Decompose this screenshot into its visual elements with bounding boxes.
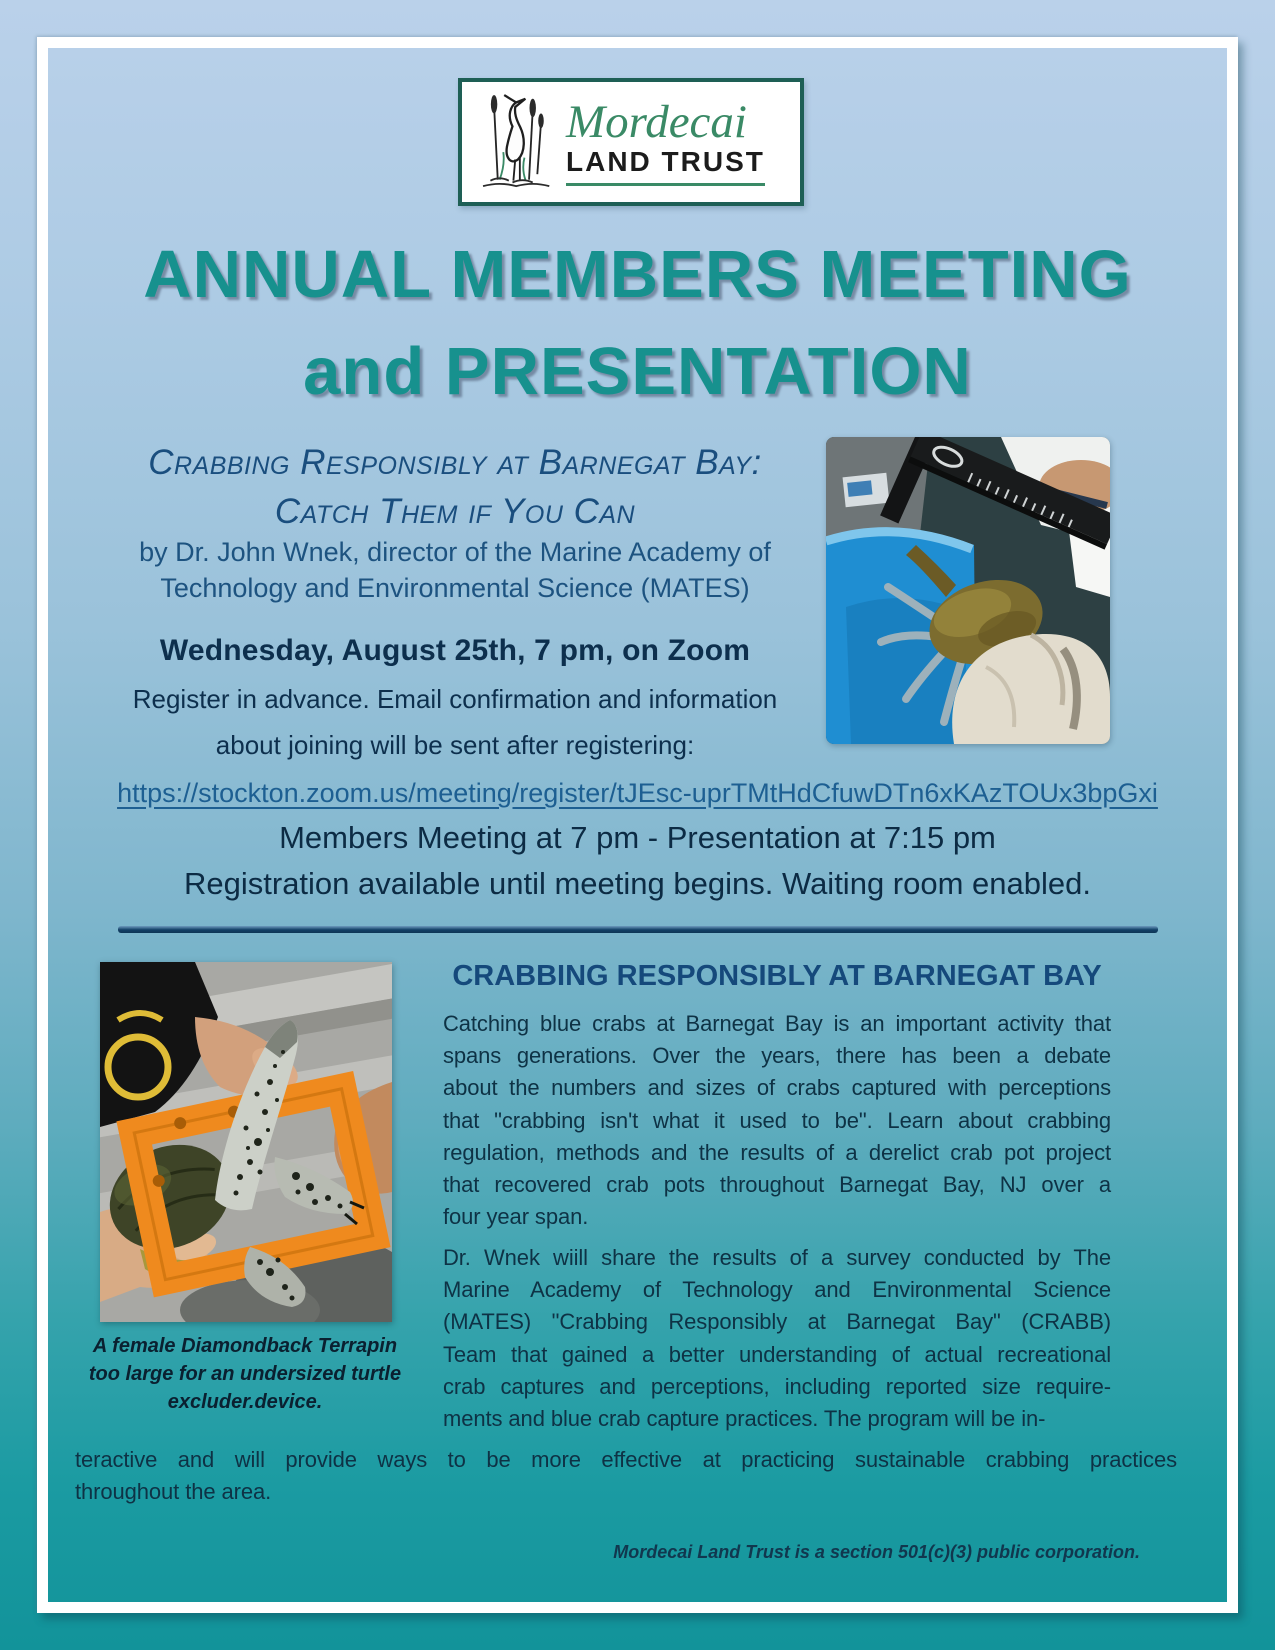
title-line-2: and PRESENTATION xyxy=(303,334,972,409)
article-paragraph-1: Catching blue crabs at Barnegat Bay is an important activity that spans generations. Over the years, there has been a debate about the numbers and sizes of crabs captured with perceptions that "crabbing isn't what it used to be". Learn about crabbing regulation, methods and the results of a derelict crab pot project that recovered crab pots throughout Barnegat Bay, NJ over a four year span. xyxy=(443,1011,1111,1230)
logo xyxy=(458,78,804,206)
meeting-schedule: Members Meeting at 7 pm - Presentation at 7:15 pm xyxy=(279,820,996,855)
registration-link-row xyxy=(0,778,1275,809)
page-title xyxy=(0,226,1275,420)
logo-subname: LAND TRUST xyxy=(566,146,765,177)
event-datetime: Wednesday, August 25th, 7 pm, on Zoom xyxy=(159,634,751,667)
presentation-topic: Crabbing Responsibly at Barnegat Bay: Catch Them if You Can xyxy=(148,443,762,531)
speaker-info: by Dr. John Wnek, director of the Marine Academy of Technology and Environmental Science (MATES) xyxy=(139,537,771,603)
title-line-1: ANNUAL MEMBERS MEETING xyxy=(143,237,1132,312)
terrapin-photo xyxy=(100,962,392,1322)
registration-instructions: Register in advance. Email confirmation and information about joining will be sent after registering: xyxy=(132,684,778,760)
registration-link[interactable]: https://stockton.zoom.us/meeting/register/tJEsc-uprTMtHdCfuwDTn6xKAzTOUx3bpGxi xyxy=(117,778,1158,808)
footer-legal-text: Mordecai Land Trust is a section 501(c)(3) public corporation. xyxy=(613,1542,1140,1562)
terrapin-photo-caption: A female Diamondback Terrapin too large for an undersized turtle excluder.device. xyxy=(88,1335,402,1413)
crab-photo-illustration xyxy=(826,437,1110,744)
heron-icon xyxy=(472,88,564,196)
registration-note: Registration available until meeting begins. Waiting room enabled. xyxy=(184,866,1091,901)
logo-underline xyxy=(566,183,765,186)
section-divider xyxy=(118,926,1158,933)
logo-name: Mordecai xyxy=(566,96,747,148)
article-paragraph-2: Dr. Wnek wiill share the results of a survey conducted by The Marine Academy of Technology and Environmental Science (MATES) "Crabbing Responsibly at Barnegat Bay" (CRABB) Team that gained a better understanding of actual recreational crab captures and perceptions, including reported size require- ments and blue crab capture practices. The program will be in- xyxy=(443,1245,1111,1432)
article-paragraph-continuation: teractive and will provide ways to be more effective at practicing sustainable crabbing practices throughout the area. xyxy=(75,1447,1177,1505)
terrapin-photo-illustration xyxy=(100,962,392,1322)
crab-measurement-photo xyxy=(826,437,1110,744)
article-heading: CRABBING RESPONSIBLY AT BARNEGAT BAY xyxy=(452,960,1102,992)
logo-text xyxy=(566,98,765,186)
